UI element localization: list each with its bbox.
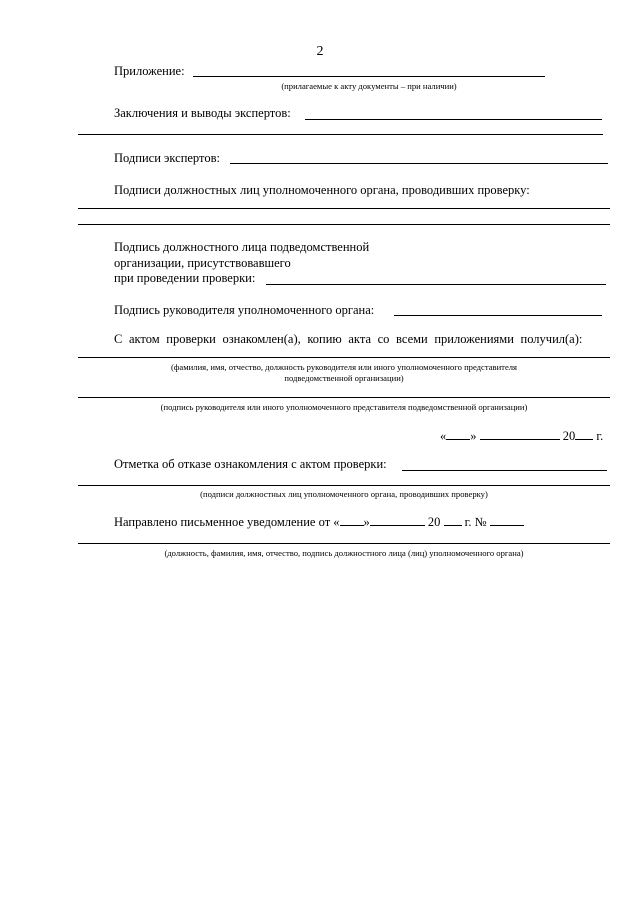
acquaintance-caption-2: (подпись руководителя или иного уполномоченного представителя подведомственной организации) — [160, 402, 528, 412]
refusal-label: Отметка об отказе ознакомления с актом проверки: — [114, 457, 387, 471]
date-day-field[interactable] — [446, 429, 470, 440]
notification-label: Направлено письменное уведомление от « — [114, 515, 340, 529]
appendix-field-line[interactable] — [193, 76, 545, 77]
experts-conclusions-field-line-2[interactable] — [78, 134, 603, 135]
appendix-label: Приложение: — [114, 64, 185, 78]
officials-signatures-label: Подписи должностных лиц уполномоченного органа, проводивших проверку: — [114, 183, 530, 197]
acquaintance-field-line[interactable] — [78, 357, 610, 358]
refusal-signatures-field-line[interactable] — [78, 485, 610, 486]
notification-line — [114, 515, 524, 529]
notification-day-field[interactable] — [340, 515, 364, 526]
date-open-quote: « — [440, 429, 447, 443]
notification-year-field[interactable] — [444, 515, 462, 526]
head-signature-field-line[interactable] — [394, 315, 602, 316]
acquaintance-caption-1b: подведомственной организации) — [284, 373, 404, 383]
notification-year-suffix: г. № — [464, 515, 487, 529]
notification-month-field[interactable] — [370, 515, 425, 526]
notification-quote-close: » — [363, 515, 370, 529]
subordinate-signature-line2: организации, присутствовавшего — [114, 256, 291, 270]
date-close-quote: » — [470, 429, 477, 443]
appendix-caption: (прилагаемые к акту документы – при наличии) — [281, 81, 457, 91]
date-year-suffix: г. — [596, 429, 604, 443]
acquaintance-signature-field-line[interactable] — [78, 397, 610, 398]
notification-caption: (должность, фамилия, имя, отчество, подпись должностного лица (лиц) уполномоченного органа) — [164, 548, 524, 558]
experts-conclusions-field-line[interactable] — [305, 119, 602, 120]
subordinate-signature-field-line[interactable] — [266, 284, 606, 285]
subordinate-signature-line1: Подпись должностного лица подведомственной — [114, 240, 370, 254]
officials-signatures-field-line-1[interactable] — [78, 208, 610, 209]
acquaintance-label: С актом проверки ознакомлен(а), копию акта со всеми приложениями получил(а): — [114, 332, 583, 346]
date-line — [440, 429, 603, 443]
date-month-field[interactable] — [480, 429, 560, 440]
experts-signatures-label: Подписи экспертов: — [114, 151, 220, 165]
experts-signatures-field-line[interactable] — [230, 163, 608, 164]
refusal-field-line[interactable] — [402, 470, 607, 471]
officials-signatures-field-line-2[interactable] — [78, 224, 610, 225]
head-signature-label: Подпись руководителя уполномоченного органа: — [114, 303, 375, 317]
page-number: 2 — [316, 44, 324, 59]
refusal-caption: (подписи должностных лиц уполномоченного органа, проводивших проверку) — [200, 489, 488, 499]
acquaintance-caption-1a: (фамилия, имя, отчество, должность руководителя или иного уполномоченного представителя — [171, 362, 517, 372]
notification-number-field[interactable] — [490, 515, 524, 526]
notification-signature-field-line[interactable] — [78, 543, 610, 544]
date-year-field[interactable] — [575, 429, 593, 440]
subordinate-signature-line3: при проведении проверки: — [114, 271, 256, 285]
experts-conclusions-label: Заключения и выводы экспертов: — [114, 106, 291, 120]
date-year-prefix: 20 — [562, 429, 576, 443]
notification-year-prefix: 20 — [427, 515, 441, 529]
